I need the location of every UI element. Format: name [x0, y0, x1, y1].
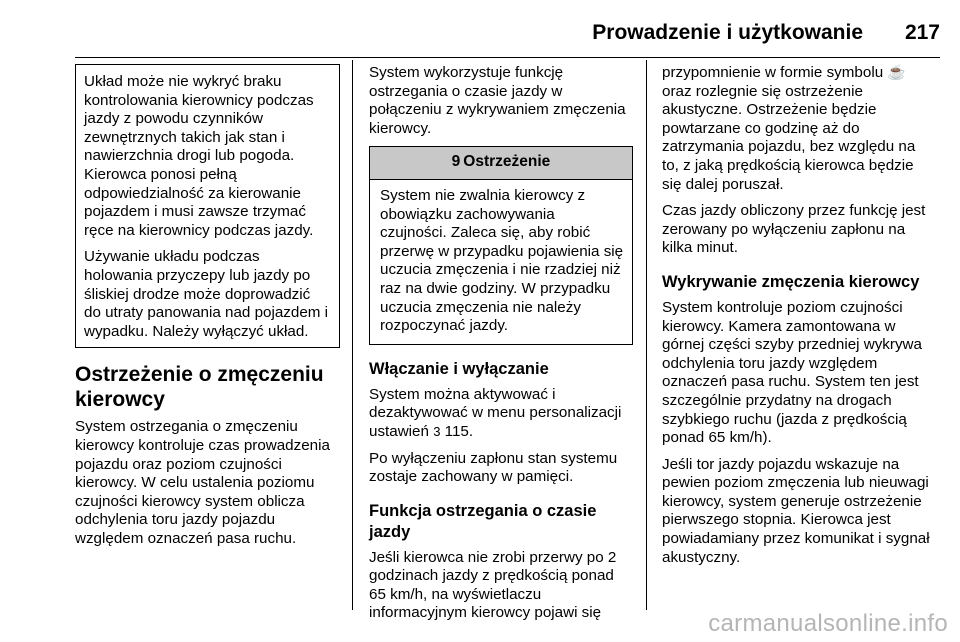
column-1 — [75, 64, 340, 556]
note-paragraph-2: Używanie układu podczas holowania przyczepy lub jazdy po śliskiej drodze może doprowadzić do utraty panowania nad pojazdem i wypadku. Należy wyłączyć układ. — [84, 248, 329, 340]
drive-time-paragraph: Jeśli kierowca nie zrobi przerwy po 2 godzinach jazdy z prędkością ponad 65 km/h, na wyświetlaczu informacyjnym kierowcy pojawi się — [369, 548, 617, 622]
header-rule — [75, 57, 940, 58]
warning-box — [369, 146, 633, 344]
column-divider-1 — [352, 60, 353, 610]
reminder-paragraph — [662, 64, 932, 194]
column-3 — [662, 64, 932, 575]
warning-header — [370, 147, 632, 180]
page-header — [0, 0, 960, 60]
note-box — [75, 64, 340, 348]
page-reference-link[interactable]: 115. — [444, 422, 474, 440]
reset-paragraph: Czas jazdy obliczony przez funkcję jest zerowany po wyłączeniu zapłonu na kilka minut. — [662, 202, 926, 257]
page-reference-arrow-icon: 3 — [433, 423, 441, 439]
ignition-paragraph: Po wyłączeniu zapłonu stan systemu zostaje zachowany w pamięci. — [369, 449, 618, 486]
reminder-text-end: oraz rozlegnie się ostrzeżenie akustyczne. Ostrzeżenie będzie powtarzane co godzinę aż do zatrzymania pojazdu, bez względu na to, z jaką prędkością kierowca będzie się dalej poruszał. — [662, 82, 916, 193]
warning-title: Ostrzeżenie — [463, 153, 551, 171]
section-heading-drive-time: Funkcja ostrzegania o czasie jazdy — [369, 501, 597, 541]
section-heading-fatigue-detection: Wykrywanie zmęczenia kierowcy — [662, 272, 920, 291]
section-heading-on-off: Włączanie i wyłączanie — [369, 359, 549, 378]
reminder-text-start: przypomnienie w formie symbolu — [662, 64, 884, 81]
coffee-cup-icon: ☕ — [887, 64, 907, 81]
warning-icon: 9 — [451, 153, 461, 171]
column-2 — [369, 64, 633, 631]
on-off-text: System można aktywować i dezaktywować w menu personalizacji ustawień — [369, 385, 622, 440]
page-title: Prowadzenie i użytkowanie — [592, 21, 863, 44]
page-number: 217 — [904, 21, 940, 44]
fatigue-warning-body: System ostrzegania o zmęczeniu kierowcy kontroluje czas prowadzenia pojazdu oraz poziom czujności kierowcy. W celu ustalenia poziomu czujności kierowcy system oblicza odchylenia toru jazdy pojazdu względem oznaczeń pasa ruchu. — [75, 418, 330, 547]
on-off-paragraph — [369, 386, 633, 442]
column-divider-2 — [646, 60, 647, 610]
warning-text: System nie zwalnia kierowcy z obowiązku zachowywania czujności. Zaleca się, aby robić przerwę w przypadku pojawienia się uczucia zmęczenia i nie rzadziej niż raz na dwie godziny. W przypadku uczucia zmęczenia nie należy rozpoczynać jazdy. — [380, 186, 624, 335]
watermark: carmanualsonline.info — [708, 610, 948, 637]
detection-paragraph-2: Jeśli tor jazdy pojazdu wskazuje na pewien poziom zmęczenia lub nieuwagi kierowcy, system generuje ostrzeżenie pierwszego stopnia. Kierowca jest powiadamiany przez komunikat i sygnał akustyczny. — [662, 455, 930, 566]
intro-paragraph: System wykorzystuje funkcję ostrzegania o czasie jazdy w połączeniu z wykrywaniem zmęczenia kierowcy. — [369, 64, 626, 137]
section-heading-fatigue-warning: Ostrzeżenie o zmęczeniu kierowcy — [75, 363, 324, 412]
detection-paragraph-1: System kontroluje poziom czujności kierowcy. Kamera zamontowana w górnej części szyby przedniej wykrywa odchylenia toru jazdy względem oznaczeń pasa ruchu. System ten jest szczególnie przydatny na drogach szybkiego ruchu (jazda z prędkością ponad 65 km/h). — [662, 298, 922, 447]
note-paragraph-1: Układ może nie wykryć braku kontrolowania kierownicy podczas jazdy z powodu czynników zewnętrznych takich jak stan i nawierzchnia drogi lub pogoda. Kierowca ponosi pełną odpowiedzialność za kierowanie pojazdem i musi zawsze trzymać ręce na kierownicy podczas jazdy. — [84, 73, 314, 239]
